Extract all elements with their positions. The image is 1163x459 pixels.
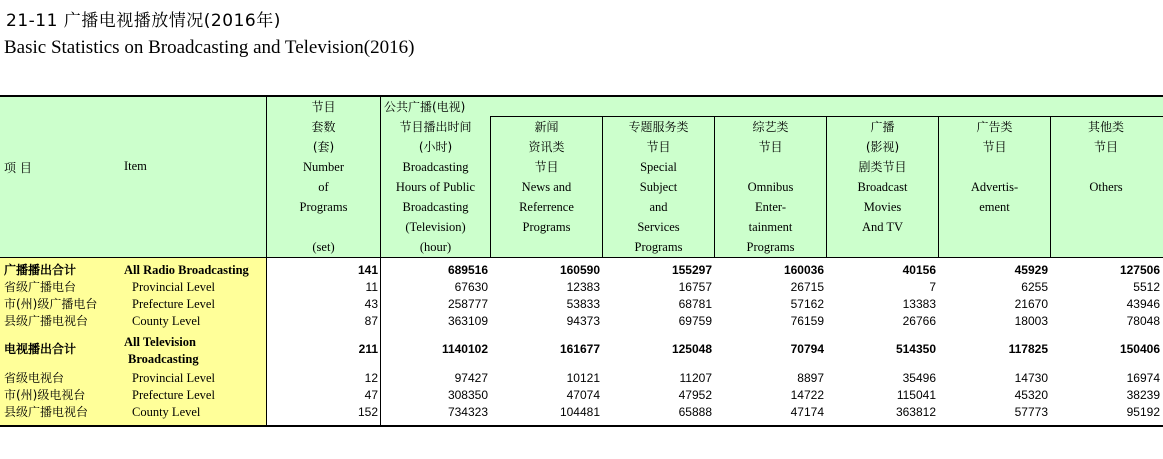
table-cell: 67630 [454,280,488,294]
header-public-group-label: 公共广播(电视) [384,100,466,114]
table-cell: 40156 [902,263,936,277]
header-movies-line-2: (影视) [865,140,900,154]
table-cell: 127506 [1119,263,1160,277]
header-movies-line-6: And TV [861,220,904,234]
table-cell: 11207 [679,371,712,385]
table-cell: 308350 [447,388,488,402]
table-cell: 104481 [559,405,600,419]
header-special-line-4: Subject [639,180,678,194]
row-label-cn: 市(州)级电视台 [4,388,86,402]
header-movies-line-3: 剧类节目 [858,160,907,174]
header-programs-line-1: 节目 [311,100,336,114]
table-cell: 12383 [566,280,600,294]
table-cell: 13383 [902,297,936,311]
header-hours-line-7: (hour) [419,240,452,254]
table-cell: 16974 [1126,371,1160,385]
table-cell: 115041 [896,388,936,402]
row-label-cn: 省级电视台 [4,371,65,385]
header-programs-line-7 [267,217,380,237]
header-news-line-1: 新闻 [534,120,559,134]
header-news-line-2: 资讯类 [528,140,565,154]
table-cell: 125048 [671,342,712,356]
header-hours-line-6: (Television) [405,220,466,234]
header-omnibus-line-5: Enter- [755,200,786,214]
table-cell: 78048 [1126,314,1160,328]
table-cell: 95192 [1126,405,1160,419]
table-cell: 141 [357,263,378,277]
table-cell: 6255 [1021,280,1048,294]
table-cell: 11 [365,280,378,294]
row-label-en-line: All Television [124,335,196,349]
table-cell: 16757 [678,280,712,294]
header-news-line-4: News and [521,180,572,194]
row-label-cn: 电视播出合计 [4,342,77,356]
table-cell: 150406 [1119,342,1160,356]
table-row [0,387,1163,404]
table-cell: 363109 [447,314,488,328]
table-cell: 47174 [790,405,824,419]
table-cell: 160590 [559,263,600,277]
header-ads-line-4: Advertis- [970,180,1019,194]
table-cell: 211 [358,342,378,356]
table-cell: 14722 [790,388,824,402]
table-cell: 18003 [1014,314,1048,328]
header-ads-line-5: ement [979,200,1010,214]
header-omnibus-line-2: 节目 [758,140,783,154]
header-others-line-4: Others [1089,180,1123,194]
header-programs [267,97,380,257]
row-label-en: Prefecture Level [132,297,215,311]
table-cell: 45929 [1014,263,1048,277]
table-cell: 57162 [790,297,824,311]
table-cell: 734323 [447,405,488,419]
header-special-line-6: Services [637,220,680,234]
table-cell: 26715 [790,280,824,294]
header-programs-line-6: Programs [299,200,348,214]
header-ads-line-2: 节目 [982,140,1007,154]
header-news-line-5: Referrence [519,200,574,214]
table-cell: 70794 [790,342,824,356]
table-cell: 76159 [790,314,824,328]
table-cell: 87 [364,314,378,328]
header-omnibus-line-3 [715,157,826,177]
row-label-cn: 县级广播电视台 [4,405,89,419]
row-label-cn: 省级广播电台 [4,280,77,294]
header-programs-line-3: (套) [312,140,335,154]
table-cell: 35496 [902,371,936,385]
table-cell: 152 [357,405,378,419]
table-cell: 65888 [678,405,712,419]
table-cell: 8897 [797,371,824,385]
header-hours-line-3: Broadcasting [402,160,469,174]
table-cell: 68781 [678,297,712,311]
header-ads-line-3 [939,157,1050,177]
header-omnibus-line-4: Omnibus [747,180,794,194]
header-hours-line-1: 节目播出时间 [399,120,472,134]
table-cell: 97427 [454,371,488,385]
header-omnibus [715,117,826,257]
header-special-line-7: Programs [634,240,683,254]
header-special-line-1: 专题服务类 [628,120,689,134]
header-programs-line-8: (set) [312,240,335,254]
table-cell: 38239 [1126,388,1160,402]
table-cell: 1140102 [441,342,488,356]
header-hours-line-4: Hours of Public [395,180,476,194]
header-others-line-1: 其他类 [1087,120,1124,134]
header-movies [827,117,938,237]
header-movies-line-4: Broadcast [857,180,908,194]
table-row [0,262,1163,279]
row-label-en: Provincial Level [132,280,215,294]
header-special [603,117,714,257]
row-label-en [124,334,199,368]
table-cell: 258777 [447,297,488,311]
header-others-line-3 [1051,157,1161,177]
header-omnibus-line-1: 综艺类 [752,120,789,134]
header-public-group [384,97,504,117]
table-row [0,370,1163,387]
row-label-en: Prefecture Level [132,388,215,402]
table-cell: 689516 [447,263,488,277]
header-hours-line-5: Broadcasting [402,200,469,214]
header-special-line-3: Special [640,160,677,174]
row-label-en: Provincial Level [132,371,215,385]
table-cell: 363812 [895,405,936,419]
header-programs-line-5: of [318,180,329,194]
header-news [491,117,602,237]
row-label-en: All Radio Broadcasting [124,263,249,277]
page-title-en: Basic Statistics on Broadcasting and Television(2016) [4,37,415,58]
table-cell: 5512 [1133,280,1160,294]
table-cell: 21670 [1014,297,1048,311]
table-row [0,334,1163,368]
header-news-line-3: 节目 [534,160,559,174]
header-others [1051,117,1161,197]
page-title-cn: 21-11 广播电视播放情况(2016年) [6,11,281,31]
table-row [0,279,1163,296]
row-label-cn: 广播播出合计 [4,263,77,277]
table-cell: 43 [364,297,378,311]
table-cell: 57773 [1014,405,1048,419]
header-news-line-6: Programs [522,220,571,234]
table-cell: 117825 [1008,342,1048,356]
table-cell: 14730 [1014,371,1048,385]
header-special-line-5: and [649,200,668,214]
table-cell: 26766 [902,314,936,328]
table-cell: 12 [364,371,378,385]
table-bottom-rule [0,425,1163,427]
header-hours-line-2: (小时) [418,140,453,154]
header-ads [939,117,1050,217]
table-cell: 10121 [566,371,600,385]
row-label-cn: 市(州)级广播电台 [4,297,98,311]
header-movies-line-1: 广播 [870,120,895,134]
table-cell: 47074 [566,388,600,402]
table-cell: 514350 [895,342,936,356]
table-cell: 69759 [678,314,712,328]
table-cell: 43946 [1126,297,1160,311]
table-cell: 7 [929,280,936,294]
header-programs-line-4: Number [303,160,344,174]
table-row [0,313,1163,330]
header-special-line-2: 节目 [646,140,671,154]
row-label-cn: 县级广播电视台 [4,314,89,328]
row-label-en-line: Broadcasting [128,352,199,366]
header-item-cn: 项 目 [4,161,32,175]
table-cell: 47 [364,388,378,402]
row-label-en: County Level [132,405,201,419]
table-cell: 45320 [1014,388,1048,402]
table-cell: 47952 [678,388,712,402]
header-movies-line-5: Movies [863,200,902,214]
header-ads-line-1: 广告类 [976,120,1013,134]
header-others-line-2: 节目 [1093,140,1118,154]
table-cell: 94373 [566,314,600,328]
table-cell: 155297 [671,263,712,277]
header-omnibus-line-7: Programs [746,240,795,254]
table-row [0,404,1163,421]
table-row [0,296,1163,313]
table-cell: 53833 [566,297,600,311]
header-programs-line-2: 套数 [311,120,336,134]
table-cell: 161677 [559,342,600,356]
row-label-en: County Level [132,314,201,328]
header-omnibus-line-6: tainment [748,220,793,234]
table-cell: 160036 [783,263,824,277]
header-item-en: Item [124,159,147,173]
header-hours [381,117,490,257]
